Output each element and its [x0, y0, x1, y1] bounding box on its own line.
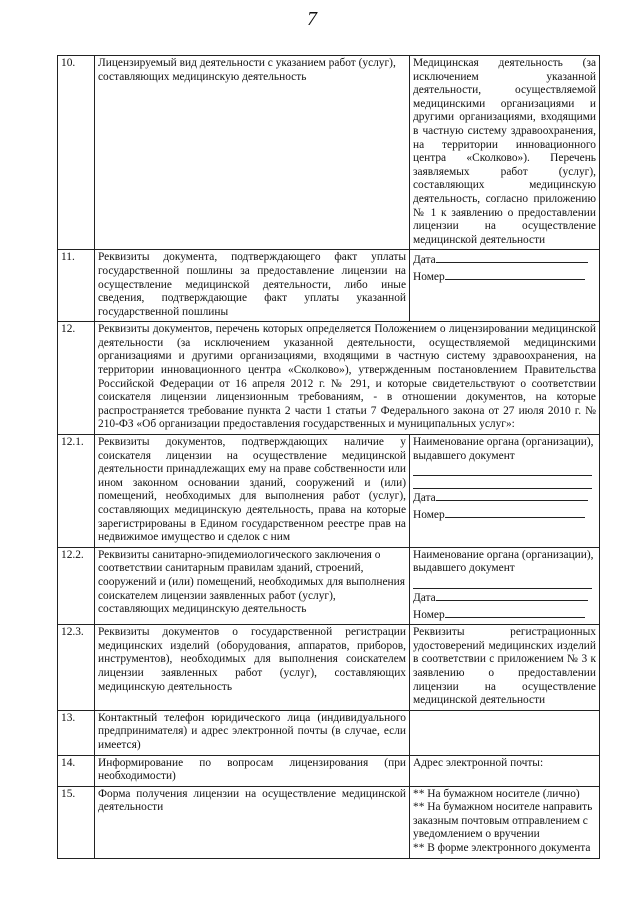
email-field[interactable]: Адрес электронной почты:	[410, 755, 600, 786]
date-label: Дата	[413, 492, 436, 505]
authority-label: Наименование органа (организации), выдавшего документ	[413, 548, 594, 575]
row-description: Контактный телефон юридического лица (индивидуального предпринимателя) и адрес электронной почты (в случае, если имеется)	[95, 710, 410, 755]
number-input[interactable]	[445, 268, 585, 280]
row-description: Реквизиты санитарно-эпидемиологического заключения о соответствии санитарным правилам зданий, строений, сооружений и (или) помещений, необходимых для выполнения соискателем лицензии заявленных работ (услуг), составляющих медицинскую деятельность	[95, 547, 410, 624]
authority-input[interactable]	[413, 476, 592, 489]
date-label: Дата	[413, 254, 436, 267]
authority-input[interactable]	[413, 576, 592, 589]
authority-label: Наименование органа (организации), выдавшего документ	[413, 436, 594, 462]
payment-fields	[410, 250, 600, 322]
table-row	[58, 56, 600, 250]
delivery-options	[410, 786, 600, 858]
row-description: Реквизиты документов, подтверждающих наличие у соискателя лицензии на осуществление медицинской деятельности принадлежащих ему на праве собственности или ином законном основании зданий, сооружений и (или) помещений, необходимых для выполнения работ (услуг), составляющих медицинскую деятельность, права на которые зарегистрированы в Едином государственном реестре прав на недвижимое имущество и сделок с ним	[95, 435, 410, 548]
row-number: 12.1.	[58, 435, 95, 548]
table-row	[58, 710, 600, 755]
number-label: Номер	[413, 508, 445, 521]
row-value: Медицинская деятельность (за исключением указанной деятельности, осуществляемой медицинскими организациями и другими организациями, входящими в частную систему здравоохранения, на территории инновационного центра «Сколково»). Перечень заявляемых работ (услуг), составляющих медицинскую деятельность, согласно приложению № 1 к заявлению о предоставлении лицензии на осуществление медицинской деятельности	[410, 56, 600, 250]
number-label: Номер	[413, 270, 445, 283]
row-number: 12.	[58, 322, 95, 435]
document-fields	[410, 435, 600, 548]
row-number: 13.	[58, 710, 95, 755]
row-number: 15.	[58, 786, 95, 858]
table-row	[58, 435, 600, 548]
row-number: 10.	[58, 56, 95, 250]
delivery-option[interactable]: ** В форме электронного документа	[413, 842, 591, 855]
date-input[interactable]	[436, 589, 588, 601]
row-value: Реквизиты регистрационных удостоверений медицинских изделий в соответствии с приложением № 3 к заявлению о предоставлении лицензии на осуществление медицинской деятельности	[410, 625, 600, 711]
table-row	[58, 547, 600, 624]
page-number: 7	[307, 8, 317, 30]
table-row	[58, 755, 600, 786]
delivery-option[interactable]: ** На бумажном носителе (лично)	[413, 787, 580, 800]
license-application-table	[57, 55, 600, 859]
row-number: 14.	[58, 755, 95, 786]
number-label: Номер	[413, 608, 445, 621]
row-description: Форма получения лицензии на осуществление медицинской деятельности	[95, 786, 410, 858]
table-row	[58, 786, 600, 858]
row-number: 11.	[58, 250, 95, 322]
row-description: Информирование по вопросам лицензирования (при необходимости)	[95, 755, 410, 786]
date-input[interactable]	[436, 251, 588, 263]
contact-input[interactable]	[410, 710, 600, 755]
table-row	[58, 250, 600, 322]
delivery-option[interactable]: ** На бумажном носителе направить заказным почтовым отправлением с уведомлением о вручении	[413, 801, 593, 841]
date-label: Дата	[413, 591, 436, 604]
date-input[interactable]	[436, 489, 588, 501]
authority-input[interactable]	[413, 463, 592, 476]
number-input[interactable]	[445, 606, 585, 618]
row-number: 12.3.	[58, 625, 95, 711]
document-fields	[410, 547, 600, 624]
row-description: Лицензируемый вид деятельности с указанием работ (услуг), составляющих медицинскую деятельность	[95, 56, 410, 250]
number-input[interactable]	[445, 506, 585, 518]
row-number: 12.2.	[58, 547, 95, 624]
table-row	[58, 625, 600, 711]
table-row	[58, 322, 600, 435]
row-description: Реквизиты документов, перечень которых определяется Положением о лицензировании медицинской деятельности (за исключением указанной деятельности, осуществляемой медицинскими организациями и другими организациями, входящими в частную систему здравоохранения, на территории инновационного центра «Сколково»), утвержденным постановлением Правительства Российской Федерации от 16 апреля 2012 г. № 291, и которые свидетельствуют о соответствии соискателя лицензии лицензионным требованиям, - в отношении документов, на которые распространяется требование пункта 2 части 1 статьи 7 Федерального закона от 27 июля 2010 г. № 210-ФЗ «Об организации предоставления государственных и муниципальных услуг»:	[95, 322, 600, 435]
row-description: Реквизиты документа, подтверждающего факт уплаты государственной пошлины за предоставление лицензии на осуществление медицинской деятельности, либо иные сведения, подтверждающие факт уплаты указанной государственной пошлины	[95, 250, 410, 322]
row-description: Реквизиты документов о государственной регистрации медицинских изделий (оборудования, аппаратов, приборов, инструментов), необходимых для выполнения соискателем лицензии заявленных работ (услуг), составляющих медицинскую деятельность	[95, 625, 410, 711]
